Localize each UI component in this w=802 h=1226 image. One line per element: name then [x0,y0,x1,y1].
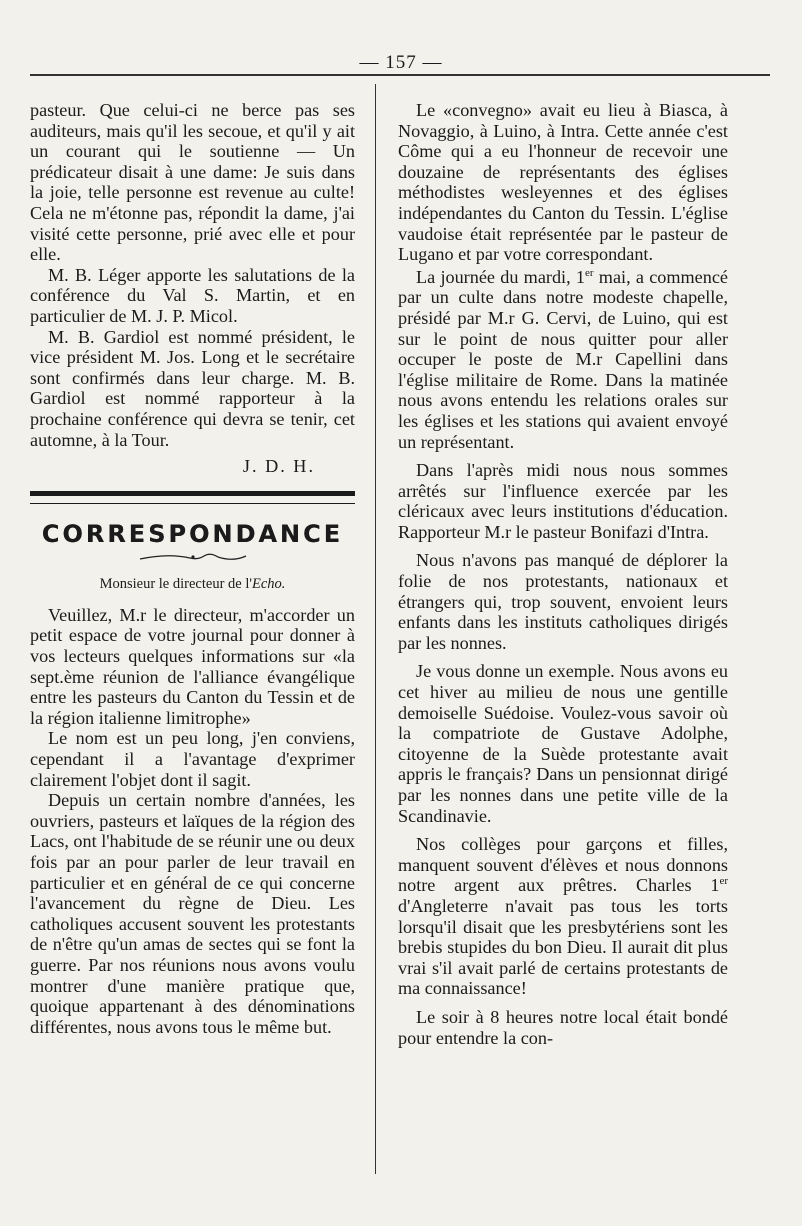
left-column [30,100,355,1037]
column-divider [375,84,376,1174]
right-column [398,100,728,1048]
page-number: — 157 — [359,52,443,73]
paragraph: Le «convegno» avait eu lieu à Biasca, à Novaggio, à Luino, à Intra. Cette année c'est Côme qui a eu l'honneur de recevoir une douzaine de représentants des églises méthodistes wesleyennes et des églises indépendantes du Canton du Tessin. L'église vaudoise était représentée par le pasteur de Lugano et par votre correspondant. [398,100,728,265]
paragraph: Depuis un certain nombre d'années, les ouvriers, pasteurs et laïques de la région des Lacs, ont l'habitude de se réunir une ou deux fois par an pour parler de leur travail en particulier et en général de ce qui concerne l'avancement du règne de Dieu. Les catholiques accusent souvent les protestants de n'être qu'un amas de sectes qui se font la guerre. Par nos réunions nous avons voulu montrer d'une manière pratique que, quoique appartenant à des dénominations différentes, nous avons tous le même but. [30,790,355,1037]
paragraph: M. B. Gardiol est nommé président, le vice président M. Jos. Long et le secrétaire sont confirmés dans leur charge. M. B. Gardiol est nommé rapporteur à la prochaine conférence qui devra se tenir, cet automne, à la Tour. [30,326,355,450]
signature: J. D. H. [242,456,315,477]
paragraph: M. B. Léger apporte les salutations de la conférence du Val S. Martin, et en particulier de M. J. P. Micol. [30,264,355,326]
paragraph: Nous n'avons pas manqué de déplorer la folie de nos protestants, nationaux et étrangers qui, trop souvent, envoient leurs enfants dans les instituts catholiques dirigés par les nonnes. [398,550,728,653]
paragraph: Le soir à 8 heures notre local était bondé pour entendre la con- [398,1006,728,1048]
paragraph: Le nom est un peu long, j'en conviens, cependant il a l'avantage d'exprimer clairement l'objet dont il sagit. [30,728,355,790]
paragraph: La journée du mardi, 1er mai, a commencé par un culte dans notre modeste chapelle, présidé par M.r G. Cervi, de Luino, qui est sur le point de nous quitter pour aller occuper le poste de M.r Capellini dans l'église militaire de Rome. Dans la matinée nous avons entendu les relations orales sur les églises et les stations qui avaient envoyé un représentant. [398,266,728,452]
paragraph: Nos collèges pour garçons et filles, manquent souvent d'élèves et nous donnons notre argent aux prêtres. Charles 1er d'Angleterre n'avait pas tous les torts lorsqu'il disait que les presbytériens sont les brebis stupides du bon Dieu. Il aurait dit plus vrai s'il avait parlé de certains protestants de ma connaissance! [398,834,728,999]
header-rule [30,74,770,76]
paragraph: Je vous donne un exemple. Nous avons eu cet hiver au milieu de nous une gentille demoiselle Suédoise. Voulez-vous savoir où la compatriote de Gustave Adolphe, citoyenne de la Suède protestante avait appris le français? Dans un pensionnat dirigé par les nonnes dans une petite ville de la Scandinavie. [398,661,728,826]
paragraph: Veuillez, M.r le directeur, m'accorder un petit espace de votre journal pour donner à vos lecteurs quelques informations sur «la sept.ème réunion de l'alliance évangélique entre les pasteurs du Canton du Tessin et de la région italienne limitrophe» [30,604,355,728]
paragraph: Dans l'après midi nous nous sommes arrêtés sur l'influence exercée par les cléricaux avec leurs institutions d'éducation. Rapporteur M.r le pasteur Bonifazi d'Intra. [398,460,728,542]
letter-salutation: Monsieur le directeur de l'Echo. [99,576,286,593]
paragraph: pasteur. Que celui-ci ne berce pas ses auditeurs, mais qu'il les secoue, et qu'il y ait un courant qui le soutienne — Un prédicateur disait à une dame: Je suis dans la joie, telle personne est revenue au culte! Cela ne m'étonne pas, répondit la dame, j'ai visité cette personne, prié avec elle et pour elle. [30,100,355,265]
ornament-divider [30,548,355,566]
section-title: CORRESPONDANCE [41,519,344,548]
section-rule [30,491,355,504]
